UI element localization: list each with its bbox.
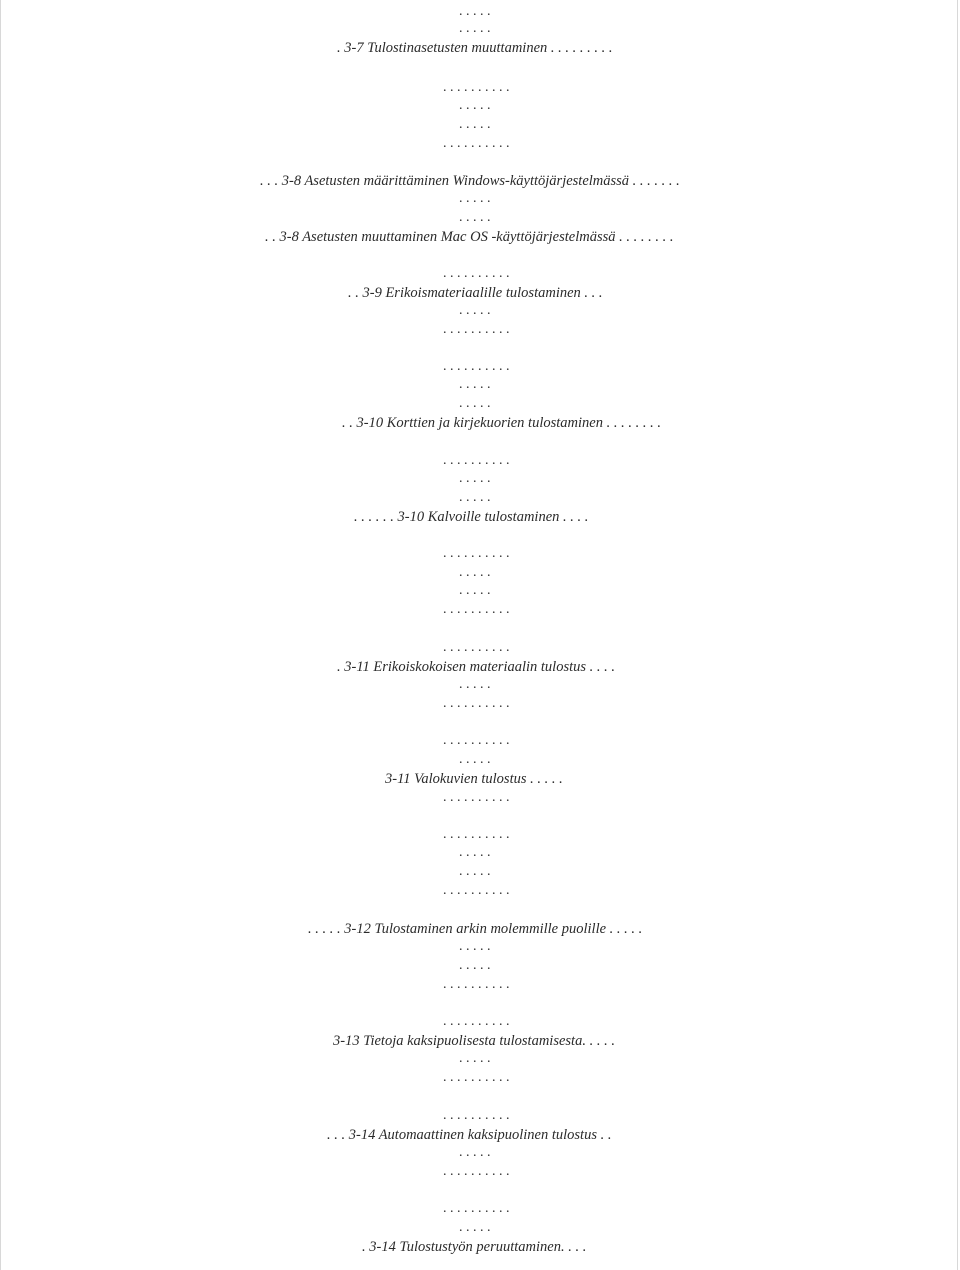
toc-dot-leader: . . . . . xyxy=(459,864,491,879)
toc-dot-leader: . . . . . xyxy=(459,1145,491,1160)
toc-dot-leader: . . . . . xyxy=(459,21,491,36)
toc-dot-leader: . . . . . xyxy=(459,845,491,860)
toc-dot-leader: . . . . . xyxy=(459,4,491,19)
toc-entry-3-11-valokuvien[interactable]: 3-11 Valokuvien tulostus . . . . . xyxy=(385,771,563,787)
toc-dot-leader: . . . . . xyxy=(459,1220,491,1235)
toc-dot-leader: . . . . . . . . . . xyxy=(443,322,510,337)
toc-dot-leader: . . . . . . . . . . xyxy=(443,883,510,898)
toc-entry-3-10-korttien[interactable]: . . 3-10 Korttien ja kirjekuorien tulostaminen . . . . . . . . xyxy=(342,415,661,431)
toc-dot-leader: . . . . . . . . . . xyxy=(443,1014,510,1029)
toc-entry-3-13[interactable]: 3-13 Tietoja kaksipuolisesta tulostamisesta. . . . . xyxy=(333,1033,615,1049)
toc-entry-3-9[interactable]: . . 3-9 Erikoismateriaalille tulostaminen . . . xyxy=(348,285,603,301)
toc-dot-leader: . . . . . . . . . . xyxy=(443,733,510,748)
toc-dot-leader: . . . . . xyxy=(459,939,491,954)
toc-dot-leader: . . . . . xyxy=(459,98,491,113)
toc-dot-leader: . . . . . xyxy=(459,565,491,580)
toc-dot-leader: . . . . . . . . . . xyxy=(443,136,510,151)
toc-dot-leader: . . . . . . . . . . xyxy=(443,266,510,281)
toc-dot-leader: . . . . . xyxy=(459,1051,491,1066)
toc-dot-leader: . . . . . xyxy=(459,117,491,132)
toc-entry-3-10-kalvoille[interactable]: . . . . . . 3-10 Kalvoille tulostaminen . . . . xyxy=(354,509,589,525)
toc-dot-leader: . . . . . . . . . . xyxy=(443,977,510,992)
toc-dot-leader: . . . . . xyxy=(459,471,491,486)
toc-dot-leader: . . . . . . . . . . xyxy=(443,1108,510,1123)
toc-dot-leader: . . . . . xyxy=(459,583,491,598)
toc-dot-leader: . . . . . xyxy=(459,958,491,973)
toc-dot-leader: . . . . . . . . . . xyxy=(443,827,510,842)
toc-dot-leader: . . . . . . . . . . xyxy=(443,546,510,561)
toc-dot-leader: . . . . . xyxy=(459,377,491,392)
toc-entry-3-11-erikoiskokoisen[interactable]: . 3-11 Erikoiskokoisen materiaalin tulostus . . . . xyxy=(337,659,616,675)
toc-entry-3-8-windows[interactable]: . . . 3-8 Asetusten määrittäminen Windows-käyttöjärjestelmässä . . . . . . . xyxy=(260,173,680,189)
toc-dot-leader: . . . . . . . . . . xyxy=(443,359,510,374)
toc-dot-leader: . . . . . . . . . . xyxy=(443,640,510,655)
toc-entry-3-7[interactable]: . 3-7 Tulostinasetusten muuttaminen . . . . . . . . . xyxy=(337,40,613,56)
toc-dot-leader: . . . . . xyxy=(459,490,491,505)
toc-dot-leader: . . . . . . . . . . xyxy=(443,1164,510,1179)
toc-entry-3-14-peruuttaminen[interactable]: . 3-14 Tulostustyön peruuttaminen. . . . xyxy=(362,1239,587,1255)
toc-dot-leader: . . . . . xyxy=(459,677,491,692)
toc-dot-leader: . . . . . . . . . . xyxy=(443,1070,510,1085)
toc-dot-leader: . . . . . . . . . . xyxy=(443,1201,510,1216)
toc-dot-leader: . . . . . . . . . . xyxy=(443,602,510,617)
toc-dot-leader: . . . . . xyxy=(459,210,491,225)
toc-entry-3-8-mac[interactable]: . . 3-8 Asetusten muuttaminen Mac OS -käyttöjärjestelmässä . . . . . . . . xyxy=(265,229,674,245)
toc-dot-leader: . . . . . . . . . . xyxy=(443,453,510,468)
toc-dot-leader: . . . . . . . . . . xyxy=(443,790,510,805)
toc-dot-leader: . . . . . xyxy=(459,396,491,411)
toc-dot-leader: . . . . . xyxy=(459,752,491,767)
toc-dot-leader: . . . . . xyxy=(459,191,491,206)
toc-entry-3-12[interactable]: . . . . . 3-12 Tulostaminen arkin molemmille puolille . . . . . xyxy=(308,921,643,937)
toc-dot-leader: . . . . . xyxy=(459,303,491,318)
toc-dot-leader: . . . . . . . . . . xyxy=(443,80,510,95)
toc-entry-3-14-automaattinen[interactable]: . . . 3-14 Automaattinen kaksipuolinen tulostus . . xyxy=(327,1127,612,1143)
toc-dot-leader: . . . . . . . . . . xyxy=(443,696,510,711)
